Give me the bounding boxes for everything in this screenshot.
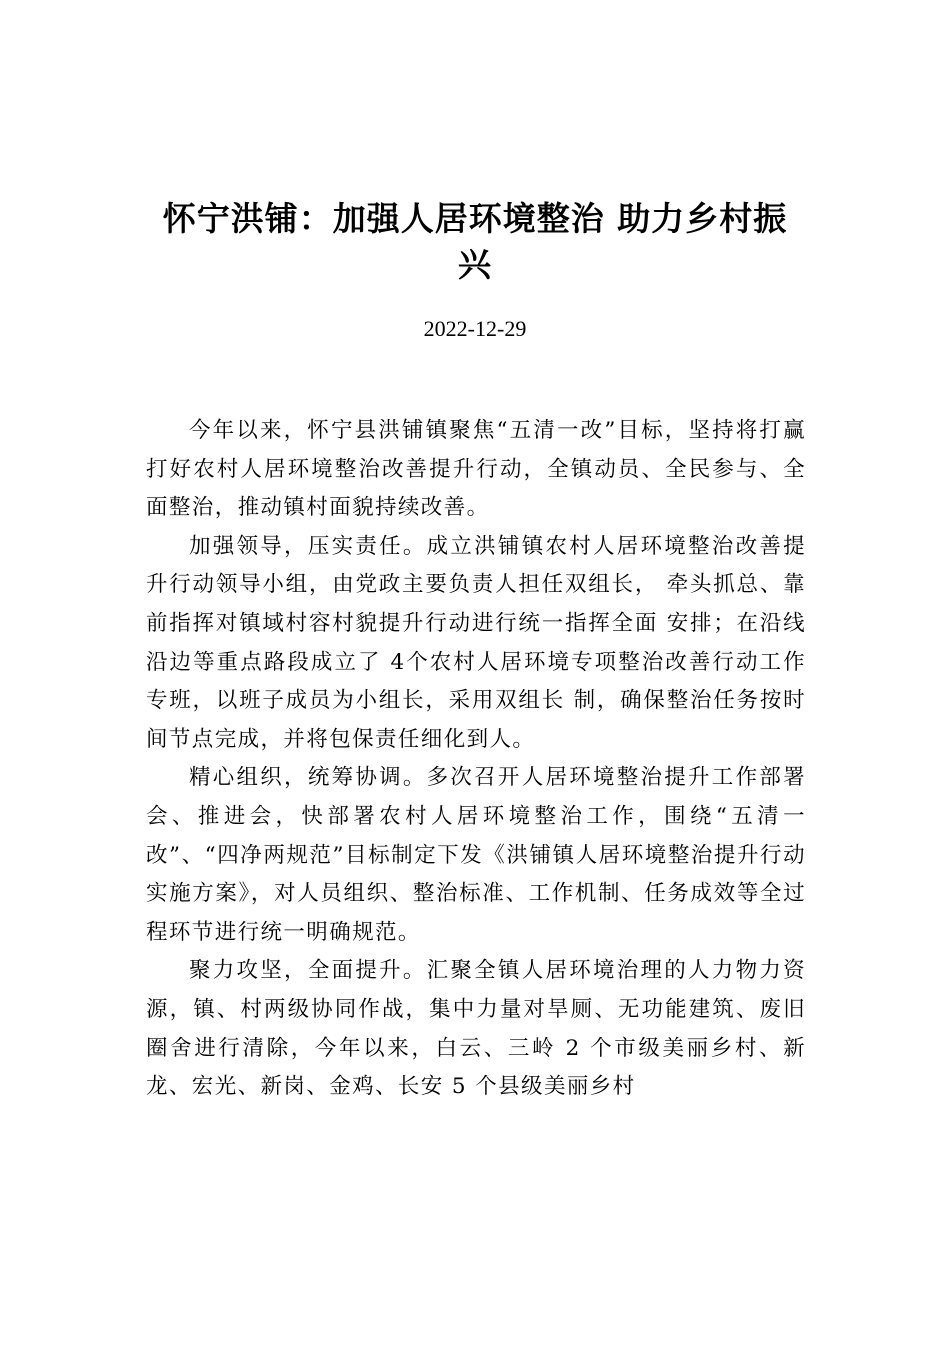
document-body [146, 412, 806, 1107]
body-paragraph: 今年以来，怀宁县洪铺镇聚焦“五清一改”目标，坚持将打赢打好农村人居环境整治改善提升行动，全镇动员、全民参与、全面整治，推动镇村面貌持续改善。 [146, 418, 806, 521]
document-title: 怀宁洪铺：加强人居环境整治 助力乡村振兴 [162, 199, 788, 284]
body-paragraph: 聚力攻坚，全面提升。汇聚全镇人居环境治理的人力物力资源，镇、村两级协同作战，集中力量对旱厕、无功能建筑、废旧圈舍进行清除，今年以来，白云、三岭 2 个市级美丽乡村、新龙、宏光、新岗、金鸡、长安 5 个县级美丽乡村 [146, 958, 806, 1100]
body-paragraph: 加强领导，压实责任。成立洪铺镇农村人居环境整治改善提升行动领导小组，由党政主要负责人担任双组长， 牵头抓总、靠前指挥对镇域村容村貌提升行动进行统一指挥全面 安排；在沿线沿边等重点路段成立了 4个农村人居环境专项整治改善行动工作专班，以班子成员为小组长，采用双组长 制，确保整治任务按时间节点完成，并将包保责任细化到人。 [146, 533, 806, 752]
document-date: 2022-12-29 [423, 316, 527, 341]
body-paragraph: 精心组织，统筹协调。多次召开人居环境整治提升工作部署会、推进会，快部署农村人居环境整治工作，围绕“五清一改”、“四净两规范”目标制定下发《洪铺镇人居环境整治提升行动实施方案》，对人员组织、整治标准、工作机制、任务成效等全过程环节进行统一明确规范。 [146, 765, 806, 945]
